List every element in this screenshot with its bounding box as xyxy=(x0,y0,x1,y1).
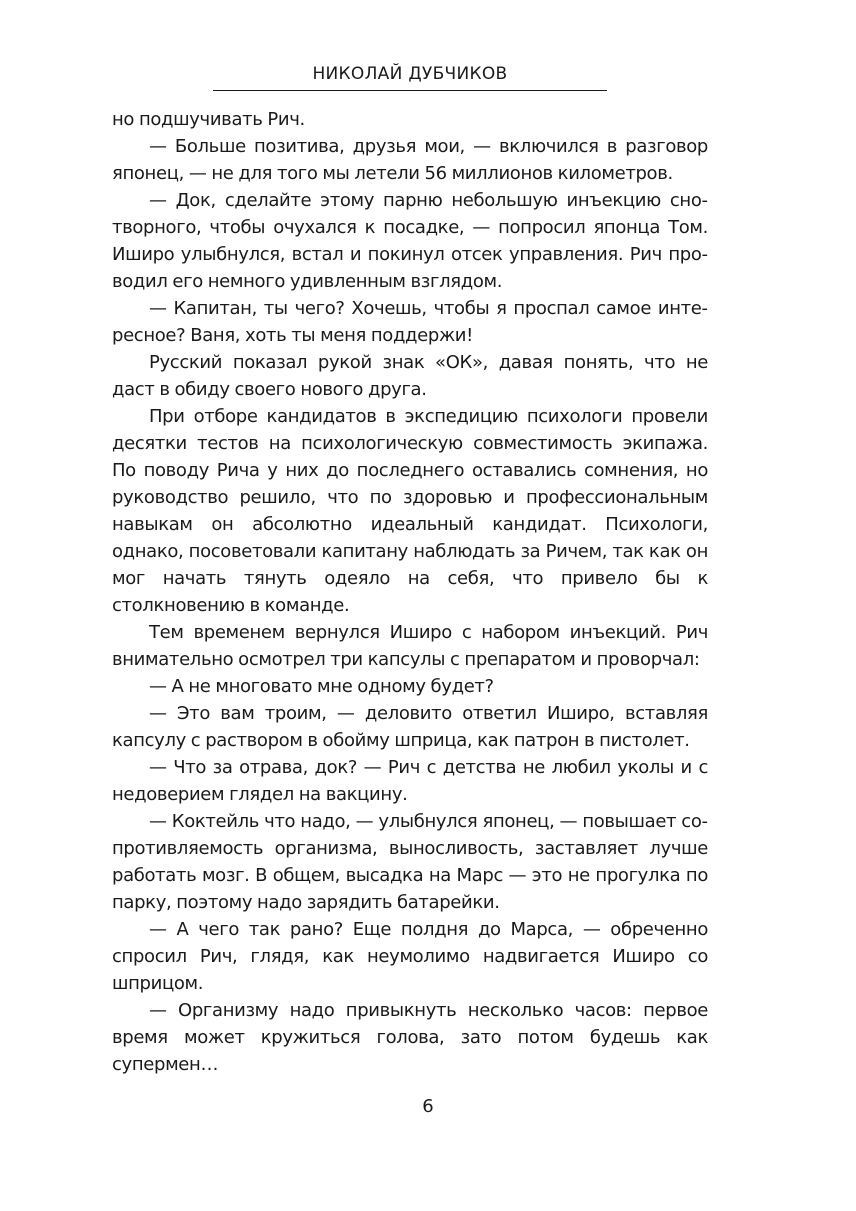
running-title: НИКОЛАЙ ДУБЧИКОВ xyxy=(312,64,508,84)
paragraph: — Коктейль что надо, — улыбнулся японец, — повышает сопротивляемость организма, выносливость, заставляет лучше работать мозг. В общем, высадка на Марс — это не прогулка по парку, поэтому надо зарядить батарейки. xyxy=(112,811,708,913)
paragraph: При отборе кандидатов в экспедицию психологи провели десятки тестов на психологическую совместимость экипажа. По поводу Рича у них до последнего оставались сомнения, но руководство решило, что по здоровью и профессиональным навыкам он абсолютно идеальный кандидат. Психологи, однако, посоветовали капитану наблюдать за Ричем, так как он мог начать тянуть одеяло на себя, что привело бы к столкновению в команде. xyxy=(112,406,708,616)
paragraph: но подшучивать Рич. xyxy=(112,109,305,130)
paragraph: — А не многовато мне одному будет? xyxy=(149,676,494,697)
paragraph: — Капитан, ты чего? Хочешь, чтобы я проспал самое интересное? Ваня, хоть ты меня поддержи! xyxy=(112,298,708,346)
page-number: 6 xyxy=(422,1096,434,1117)
running-header xyxy=(213,62,607,91)
body-text xyxy=(112,106,708,1078)
paragraph: — Что за отрава, док? — Рич с детства не любил уколы и с недоверием глядел на вакцину. xyxy=(112,757,708,805)
paragraph: — Док, сделайте этому парню небольшую инъекцию снотворного, чтобы очухался к посадке, — попросил японца Том. Иширо улыбнулся, встал и покинул отсек управления. Рич проводил его немного удивленным взглядом. xyxy=(112,190,708,292)
paragraph: — Больше позитива, друзья мои, — включился в разговор японец, — не для того мы летели 56 миллионов километров. xyxy=(112,136,708,184)
paragraph: — Организму надо привыкнуть несколько часов: первое время может кружиться голова, зато потом будешь как супермен… xyxy=(112,1000,708,1075)
paragraph: — Это вам троим, — деловито ответил Иширо, вставляя капсулу с раствором в обойму шприца, как патрон в пистолет. xyxy=(112,703,708,751)
paragraph: Тем временем вернулся Иширо с набором инъекций. Рич внимательно осмотрел три капсулы с препаратом и проворчал: xyxy=(112,622,708,670)
paragraph: Русский показал рукой знак «ОК», давая понять, что не даст в обиду своего нового друга. xyxy=(112,352,708,400)
paragraph: — А чего так рано? Еще полдня до Марса, — обреченно спросил Рич, глядя, как неумолимо надвигается Иширо со шприцом. xyxy=(112,919,708,994)
